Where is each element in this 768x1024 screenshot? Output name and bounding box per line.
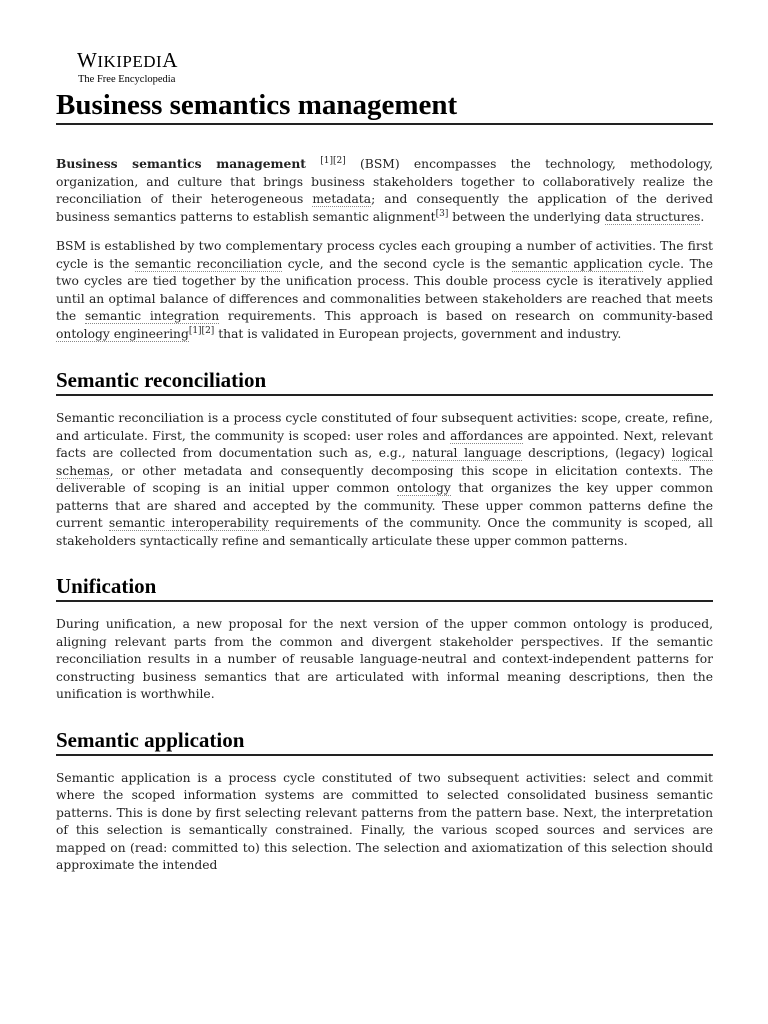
page-title: Business semantics management <box>56 88 713 125</box>
unification-paragraph: During unification, a new proposal for the next version of the upper common ontology is produced, aligning relevant parts from the common and divergent stakeholder perspectives. If the semantic reconciliation results in a number of reusable language-neutral and context-independent patterns for constructing business semantics that are articulated with informal meaning descriptions, then the unification is worthwhile. <box>56 617 713 701</box>
wikipedia-logo[interactable] <box>56 48 713 86</box>
logo-tagline: The Free Encyclopedia <box>78 74 176 85</box>
text: Semantic reconciliation is a process cycle constituted of four subsequent activities: scope, create, refine, and articulate. First, the community is scoped: user roles and <box>56 411 713 443</box>
text: cycle. The two cycles are tied together by the unification process. This double process cycle is iteratively applied until an optimal balance of differences and commonalities between stakeholders are reached that meets the <box>56 256 714 323</box>
link-ontology[interactable]: ontology <box>396 481 451 495</box>
text: , or other metadata and consequently decomposing this scope in elicitation contexts. The deliverable of scoping is an initial upper common <box>56 463 713 495</box>
application-paragraph: Semantic application is a process cycle constituted of two subsequent activities: select and commit where the scoped information systems are committed to selected consolidated business semantic patterns. This is done by first selecting relevant patterns from the pattern base. Next, the interpretation of this selection is semantically constrained. Finally, the various scoped sources and services are mapped on (read: committed to) this selection. The selection and axiomatization of this selection should approximate the intended <box>56 770 713 872</box>
text: requirements of the community. Once the community is scoped, all stakeholders syntactically refine and semantically articulate these upper common patterns. <box>56 516 713 548</box>
link-logical-schemas[interactable]: logical schemas <box>56 446 713 478</box>
text: between the underlying <box>448 209 605 224</box>
text: that organizes the key upper common patterns that are shared and accepted by the community. These upper common patterns define the current <box>56 481 714 530</box>
link-natural-language[interactable]: natural language <box>412 446 522 460</box>
link-semantic-interoperability[interactable]: semantic interoperability <box>108 516 269 530</box>
citation-ref[interactable]: [1][2] <box>188 325 215 336</box>
link-data-structures[interactable]: data structures <box>604 209 701 224</box>
text: are appointed. Next, relevant facts are collected from documentation such as, e.g., <box>56 428 713 460</box>
text: requirements. This approach is based on research on community-based <box>219 309 713 323</box>
overview-paragraph <box>56 238 713 343</box>
text: descriptions, (legacy) <box>521 446 672 460</box>
text: (BSM) encompasses the technology, methodology, organization, and culture that brings business stakeholders together to collaboratively realize the reconciliation of their heterogeneous <box>56 157 713 206</box>
citation-ref[interactable]: [3] <box>435 208 449 219</box>
text: cycle, and the second cycle is the <box>282 256 512 271</box>
reconciliation-paragraph <box>56 410 713 550</box>
intro-paragraph <box>56 155 713 226</box>
section-heading-unification: Unification <box>56 573 713 602</box>
link-affordances[interactable]: affordances <box>450 428 524 443</box>
text: that is validated in European projects, government and industry. <box>214 326 622 341</box>
section-heading-semantic-reconciliation: Semantic reconciliation <box>56 367 713 396</box>
link-semantic-reconciliation[interactable]: semantic reconciliation <box>134 256 283 271</box>
text: . <box>700 209 705 224</box>
text: BSM is established by two complementary process cycles each grouping a number of activities. The first cycle is the <box>56 239 713 271</box>
article <box>56 48 713 875</box>
link-semantic-integration[interactable]: semantic integration <box>84 309 220 323</box>
section-heading-semantic-application: Semantic application <box>56 727 713 756</box>
link-semantic-application[interactable]: semantic application <box>511 256 643 271</box>
link-ontology-engineering[interactable]: ontology engineering <box>56 326 189 341</box>
citation-ref[interactable]: [1][2] <box>320 155 346 166</box>
link-metadata[interactable]: metadata <box>312 192 372 206</box>
text: ; and consequently the application of the derived business semantics patterns to establish semantic alignment <box>56 192 713 224</box>
logo-wordmark: WIKIPEDIA <box>77 48 178 72</box>
bold-term: Business semantics management <box>56 156 306 171</box>
